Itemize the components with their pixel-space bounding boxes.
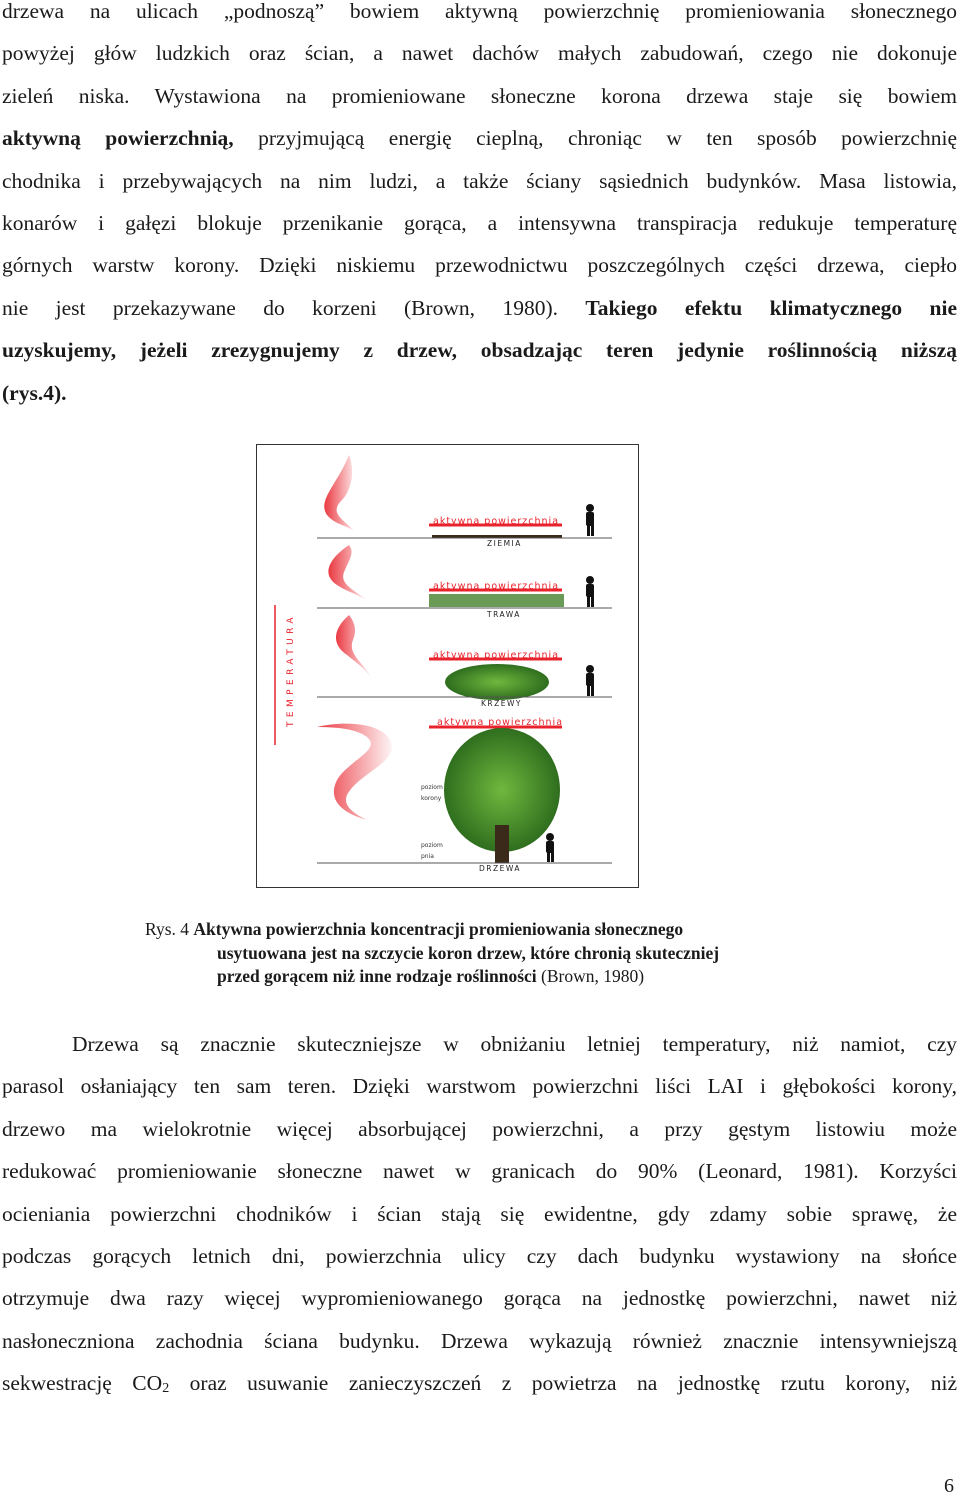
tree-trunk	[495, 825, 509, 863]
panel-shrubs	[317, 615, 612, 708]
active-surface-label: aktywna powierzchnia	[433, 516, 560, 527]
text-line: otrzymuje dwa razy więcej wypromieniowanego gorąca na jednostkę powierzchni, nawet niż	[2, 1286, 957, 1311]
paragraph-2	[2, 1023, 957, 1405]
trunk-level-label: poziom	[421, 842, 443, 849]
ground-label: KRZEWY	[481, 699, 523, 708]
text-line: chodnika i przebywających na nim ludzi, a także ściany sąsiednich budynków. Masa listowia,	[2, 168, 957, 193]
caption-bold: usytuowana jest na szczycie koron drzew, które chronią skuteczniej	[217, 942, 720, 963]
caption-line	[145, 965, 845, 989]
temperature-curve	[336, 615, 372, 680]
panel-ground	[317, 455, 612, 548]
figure-illustration	[257, 445, 638, 887]
text-line	[2, 372, 957, 414]
trunk-level-label: pnia	[421, 853, 434, 860]
text-line: nasłoneczniona zachodnia ściana budynku. Drzewa wykazują również znacznie intensywniejszą	[2, 1328, 957, 1353]
text-line	[2, 287, 957, 329]
text-line: podczas gorących letnich dni, powierzchnia ulicy czy dach budynku wystawiony na słońce	[2, 1243, 957, 1268]
temperature-curve	[317, 724, 392, 820]
caption-prefix: Rys. 4	[145, 919, 194, 939]
bold-text: Takiego efektu klimatycznego nie	[585, 295, 957, 320]
active-surface-label: aktywna powierzchnia	[437, 717, 564, 728]
text-line: powyżej głów ludzkich oraz ścian, a nawet dachów małych zabudowań, czego nie dokonuje	[2, 41, 957, 66]
person-icon	[546, 833, 554, 862]
crown-level-label: poziom	[421, 784, 443, 791]
person-icon	[586, 665, 594, 696]
text-line: Drzewa są znacznie skuteczniejsze w obniżaniu letniej temperatury, niż namiot, czy	[72, 1032, 957, 1056]
ground-label: DRZEWA	[479, 864, 521, 873]
panel-grass	[317, 545, 612, 619]
caption-line	[145, 942, 845, 966]
caption-line	[145, 918, 845, 942]
text-line: drzewa na ulicach „podnoszą” bowiem aktywną powierzchnię promieniowania słonecznego	[2, 0, 957, 23]
text-line	[2, 1362, 957, 1404]
text-line	[2, 117, 957, 159]
active-surface-label: aktywna powierzchnia	[433, 581, 560, 592]
shrub-shape	[445, 664, 549, 700]
text-run: nie jest przekazywane do korzeni (Brown, 1980).	[2, 295, 586, 320]
text-line: drzewo ma wielokrotnie więcej absorbującej powierzchni, a przy gęstym listowiu może	[2, 1116, 957, 1141]
temperature-curve	[328, 545, 369, 603]
ground-label: ZIEMIA	[487, 539, 522, 548]
text-line: górnych warstw korony. Dzięki niskiemu przewodnictwu poszczególnych części drzewa, ciepło	[2, 253, 957, 278]
caption-bold: przed gorącem niż inne rodzaje roślinności	[217, 966, 537, 986]
person-icon	[586, 576, 594, 607]
caption-citation: (Brown, 1980)	[536, 966, 645, 986]
grass-strip	[429, 594, 564, 607]
text-run: oraz usuwanie zanieczyszczeń z powietrza na jednostkę rzutu korony, niż	[169, 1371, 958, 1396]
text-line: konarów i gałęzi blokuje przenikanie gorąca, a intensywna transpiracja redukuje temperaturę	[2, 210, 957, 235]
ground-label: TRAWA	[487, 610, 521, 619]
subscript: 2	[162, 1381, 170, 1397]
panel-trees	[317, 717, 612, 873]
figure-caption	[145, 918, 845, 989]
text-run: przyjmującą energię cieplną, chroniąc w ten sposób powierzchnię	[233, 126, 957, 151]
temperature-curve	[324, 455, 357, 535]
temperature-axis-label: TEMPERATURA	[286, 613, 296, 727]
crown-level-label: korony	[421, 795, 442, 802]
page-number: 6	[944, 1475, 954, 1497]
text-run: sekwestrację CO	[2, 1371, 163, 1396]
text-line: zieleń niska. Wystawiona na promieniowane słoneczne korona drzewa staje się bowiem	[2, 83, 957, 108]
text-line: parasol osłaniający ten sam teren. Dzięki warstwom powierzchni liści LAI i głębokości korony,	[2, 1074, 957, 1099]
bold-text: (rys.4).	[2, 380, 67, 405]
person-icon	[586, 504, 594, 536]
caption-bold: Aktywna powierzchnia koncentracji promieniowania słonecznego	[193, 919, 684, 939]
text-line	[2, 329, 957, 371]
figure-active-surface	[256, 444, 639, 888]
active-surface-label: aktywna powierzchnia	[433, 650, 560, 661]
bold-text: uzyskujemy, jeżeli zrezygnujemy z drzew, obsadzając teren jedynie roślinnością niższą	[2, 338, 957, 363]
bold-text: aktywną powierzchnią,	[2, 126, 234, 151]
text-line: redukować promieniowanie słoneczne nawet w granicach do 90% (Leonard, 1981). Korzyści	[2, 1159, 957, 1184]
paragraph-1	[2, 0, 957, 414]
text-line: ocieniania powierzchni chodników i ścian stają się ewidentne, gdy zdamy sobie sprawę, że	[2, 1201, 957, 1226]
